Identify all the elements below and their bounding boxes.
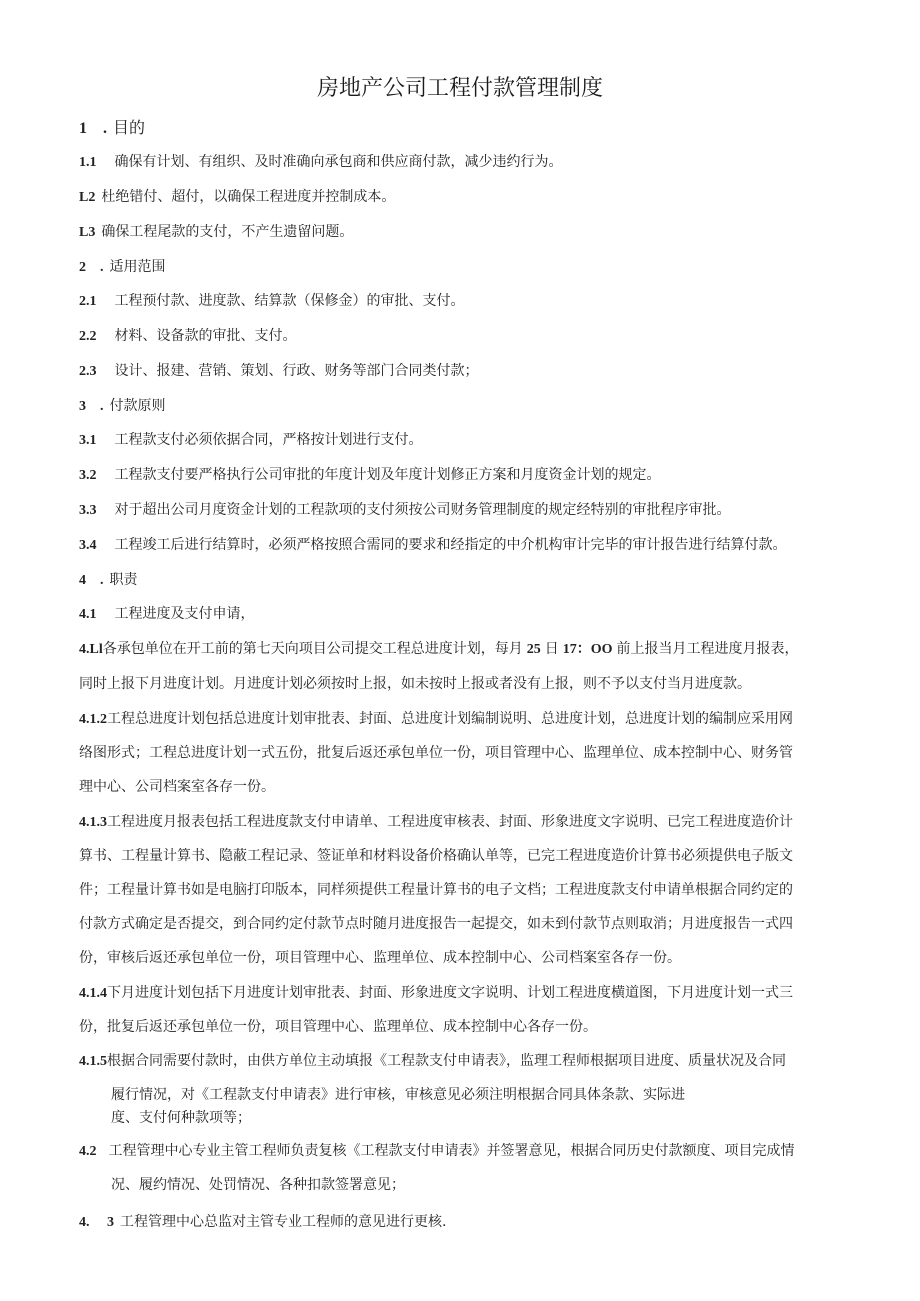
clause-text: 设计、报建、营销、策划、行政、财务等部门合同类付款； [114,363,479,379]
clause-number: 2.2 [79,329,97,344]
clause-4-1-2-line-1 [79,709,793,730]
clause-4-1-3-line-1 [79,812,793,833]
clause-text: 工程总进度计划包括总进度计划审批表、封面、总进度计划编制说明、总进度计划，总进度计划的编制应采用网 [107,711,793,727]
clause-text: 确保工程尾款的支付，不产生遗留问题。 [101,224,354,240]
page-title: 房地产公司工程付款管理制度 [316,76,603,101]
clause-text: 工程款支付必须依据合同，严格按计划进行支付。 [114,432,423,448]
clause-text: 工程管理中心专业主管工程师负责复核《工程款支付申请表》并签署意见，根据合同历史付款额度、项目完成情 [108,1143,795,1159]
section-label: 付款原则 [109,398,166,414]
clause-4-3 [79,1212,446,1233]
section-heading-3 [79,396,166,417]
clause-3-1 [79,430,423,451]
clause-number: L2 [79,190,96,205]
clause-number: 4.Ll [79,642,103,657]
clause-text-time: 17：OO [562,642,613,657]
clause-text: 况、履约情况、处罚情况、各种扣款签署意见； [111,1177,405,1193]
clause-1-3 [79,222,353,243]
clause-number: 4.1.5 [79,1054,107,1069]
clause-4-1 [79,604,255,625]
section-number: 2 . [79,260,104,275]
clause-number: 3.2 [79,468,97,483]
section-label: 目的 [113,118,146,137]
clause-text: 前上报当月工程进度月报表， [616,641,799,657]
clause-text: 工程管理中心总监对主管专业工程师的意见进行更核. [120,1214,447,1230]
clause-text: 材料、设备款的审批、支付。 [114,328,297,344]
clause-number: 3.4 [79,538,97,553]
clause-4-1-1-line-2 [79,674,751,694]
clause-number: 4.1.2 [79,712,107,727]
clause-text: 日 [544,641,559,657]
clause-4-1-4-line-2 [79,1017,597,1037]
clause-text: 份，审核后返还承包单位一份，项目管理中心、监理单位、成本控制中心、公司档案室各存一份。 [79,950,681,966]
clause-text: 理中心、公司档案室各存一份。 [79,779,275,795]
section-heading-4 [79,570,138,591]
section-heading-1 [79,118,145,139]
clause-text: 工程进度月报表包括工程进度款支付申请单、工程进度审核表、封面、形象进度文字说明、已完工程进度造价计 [107,814,793,830]
clause-2-1 [79,291,465,312]
clause-4-1-5-line-2 [111,1085,685,1105]
clause-text: 度、支付何种款项等； [111,1110,251,1126]
clause-number: 1.1 [79,155,97,170]
clause-4-1-5-line-1 [79,1051,786,1072]
clause-text: 杜绝错付、超付，以确保工程进度并控制成本。 [101,189,396,205]
clause-text: 工程款支付要严格执行公司审批的年度计划及年度计划修正方案和月度资金计划的规定。 [114,467,661,483]
clause-text: 下月进度计划包括下月进度计划审批表、封面、形象进度文字说明、计划工程进度横道图，下月进度计划一式三 [107,985,793,1001]
clause-text: 工程竣工后进行结算时，必须严格按照合需同的要求和经指定的中介机构审计完毕的审计报告进行结算付款。 [114,537,787,553]
clause-number: 2.3 [79,364,97,379]
section-number: 1 . [79,120,107,137]
clause-4-1-3-line-3 [79,880,793,900]
clause-4-2-line-2 [111,1175,405,1195]
clause-text: 算书、工程量计算书、隐蔽工程记录、签证单和材料设备价格确认单等，已完工程进度造价计算书必须提供电子版文 [79,848,793,864]
section-number: 3 . [79,399,104,414]
clause-4-1-1-line-1 [79,639,799,660]
clause-3-3 [79,500,731,521]
clause-number: 4.2 [79,1144,97,1159]
clause-4-1-2-line-2 [79,743,793,763]
clause-4-1-2-line-3 [79,777,275,797]
clause-text: 件；工程量计算书如是电脑打印版本，同样须提供工程量计算书的电子文档；工程进度款支付申请单根据合同约定的 [79,882,793,898]
section-number: 4 . [79,573,104,588]
clause-text: 付款方式确定是否提交，到合同约定付款节点时随月进度报告一起提交，如未到付款节点则取消；月进度报告一式四 [79,916,793,932]
clause-number: 4.1.3 [79,815,107,830]
clause-1-1 [79,152,563,173]
clause-3-4 [79,535,787,556]
clause-4-1-3-line-4 [79,914,793,934]
clause-text: 工程进度及支付申请， [114,606,255,622]
clause-4-1-3-line-2 [79,846,793,866]
clause-text: 同时上报下月进度计划。月进度计划必须按时上报，如未按时上报或者没有上报，则不予以支付当月进度款。 [79,676,751,692]
clause-text: 根据合同需要付款时，由供方单位主动填报《工程款支付申请表》，监理工程师根据项目进度、质量状况及合同 [107,1053,786,1069]
clause-number: 2.1 [79,294,97,309]
clause-text: 各承包单位在开工前的第七天向项目公司提交工程总进度计划，每月 [102,641,523,657]
clause-text: 络图形式；工程总进度计划一式五份，批复后返还承包单位一份，项目管理中心、监理单位、成本控制中心、财务管 [79,745,793,761]
clause-4-2-line-1 [79,1141,795,1162]
clause-1-2 [79,187,395,208]
clause-number: 4.1 [79,607,97,622]
clause-4-1-4-line-1 [79,983,793,1004]
section-label: 适用范围 [109,259,166,275]
clause-text: 份，批复后返还承包单位一份，项目管理中心、监理单位、成本控制中心各存一份。 [79,1019,597,1035]
clause-number: 3.3 [79,503,97,518]
section-label: 职责 [109,572,138,588]
clause-number: L3 [79,225,96,240]
clause-3-2 [79,465,661,486]
clause-text: 履行情况，对《工程款支付申请表》进行审核，审核意见必须注明根据合同具体条款、实际进 [111,1087,685,1103]
clause-text-day: 25 [526,642,541,657]
clause-number: 4. 3 [79,1215,114,1230]
clause-text: 确保有计划、有组织、及时准确向承包商和供应商付款，减少违约行为。 [114,154,563,170]
clause-4-1-3-line-5 [79,948,681,968]
clause-text: 对于超出公司月度资金计划的工程款项的支付须按公司财务管理制度的规定经特别的审批程序审批。 [114,502,731,518]
clause-4-1-5-line-3 [111,1108,251,1128]
clause-number: 4.1.4 [79,986,107,1001]
clause-number: 3.1 [79,433,97,448]
section-heading-2 [79,257,166,278]
clause-text: 工程预付款、进度款、结算款（保修金）的审批、支付。 [114,293,465,309]
clause-2-3 [79,361,479,382]
clause-2-2 [79,326,297,347]
